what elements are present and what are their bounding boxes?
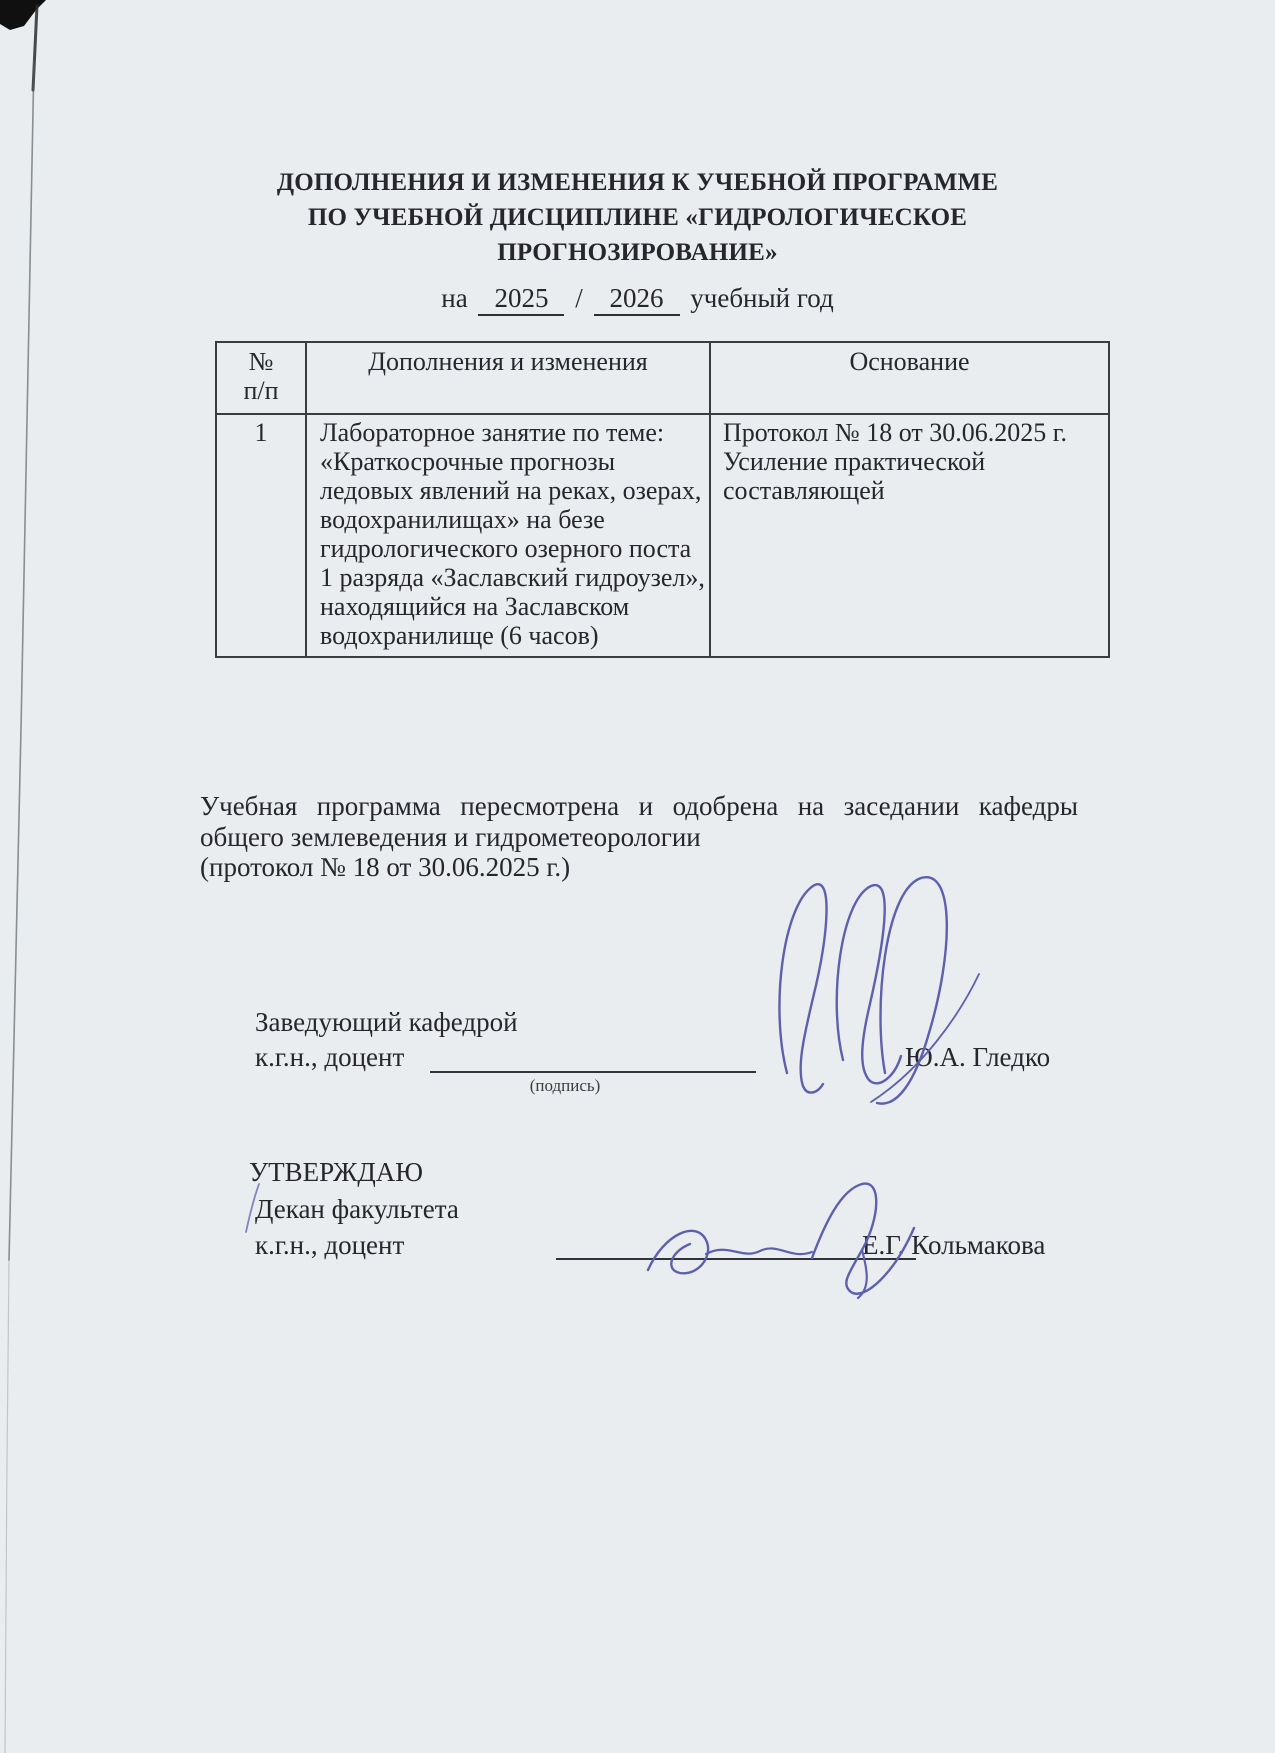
academic-year-to: 2026 xyxy=(594,283,680,316)
academic-year-suffix: учебный год xyxy=(690,283,834,313)
table-header-row xyxy=(216,342,1109,414)
signature-caption: (подпись) xyxy=(529,1076,601,1095)
cell-changes: Лабораторное занятие по теме: «Краткосрочные прогнозы ледовых явлений на реках, озерах, водохранилищах» на безе гидрологического озерного поста 1 разряда «Заславский гидроузел», находящийся на Заславском водохранилище (6 часов) xyxy=(306,414,710,657)
document-title xyxy=(150,165,1125,270)
signature-line-head xyxy=(430,1071,756,1073)
header-changes: Дополнения и изменения xyxy=(306,342,710,414)
title-line-1: ДОПОЛНЕНИЯ И ИЗМЕНЕНИЯ К УЧЕБНОЙ ПРОГРАММЕ xyxy=(276,169,999,196)
approval-text: Учебная программа пересмотрена и одобрена на заседании кафедры общего землеведения и гидрометеорологии xyxy=(200,791,1078,852)
dean-signature-ink xyxy=(610,1172,940,1304)
approval-protocol: (протокол № 18 от 30.06.2025 г.) xyxy=(200,852,571,882)
table-row xyxy=(216,414,1109,657)
title-line-3: ПРОГНОЗИРОВАНИЕ» xyxy=(497,239,778,266)
title-line-2: ПО УЧЕБНОЙ ДИСЦИПЛИНЕ «ГИДРОЛОГИЧЕСКОЕ xyxy=(307,204,968,231)
academic-year-from: 2025 xyxy=(478,283,564,316)
header-basis: Основание xyxy=(710,342,1109,414)
scan-edge-artifact xyxy=(0,0,60,1753)
cell-row-number: 1 xyxy=(216,414,306,657)
academic-year-prefix: на xyxy=(441,283,468,313)
dean-name: Е.Г. Кольмакова xyxy=(862,1230,1046,1260)
academic-year-line xyxy=(150,283,1125,316)
head-of-department-signature-ink xyxy=(725,858,995,1113)
head-of-department-name: Ю.А. Гледко xyxy=(905,1042,1051,1072)
head-of-department-role-2: к.г.н., доцент xyxy=(255,1042,405,1072)
dean-role-1: Декан факультета xyxy=(255,1194,459,1224)
approve-heading: УТВЕРЖДАЮ xyxy=(249,1157,424,1187)
pen-slash-mark xyxy=(240,1180,264,1236)
cell-basis: Протокол № 18 от 30.06.2025 г. Усиление практической составляющей xyxy=(710,414,1109,657)
head-of-department-role-1: Заведующий кафедрой xyxy=(255,1007,518,1037)
academic-year-separator: / xyxy=(575,283,583,313)
header-num: № п/п xyxy=(216,342,306,414)
dean-role-2: к.г.н., доцент xyxy=(255,1230,405,1260)
changes-table xyxy=(215,341,1110,658)
